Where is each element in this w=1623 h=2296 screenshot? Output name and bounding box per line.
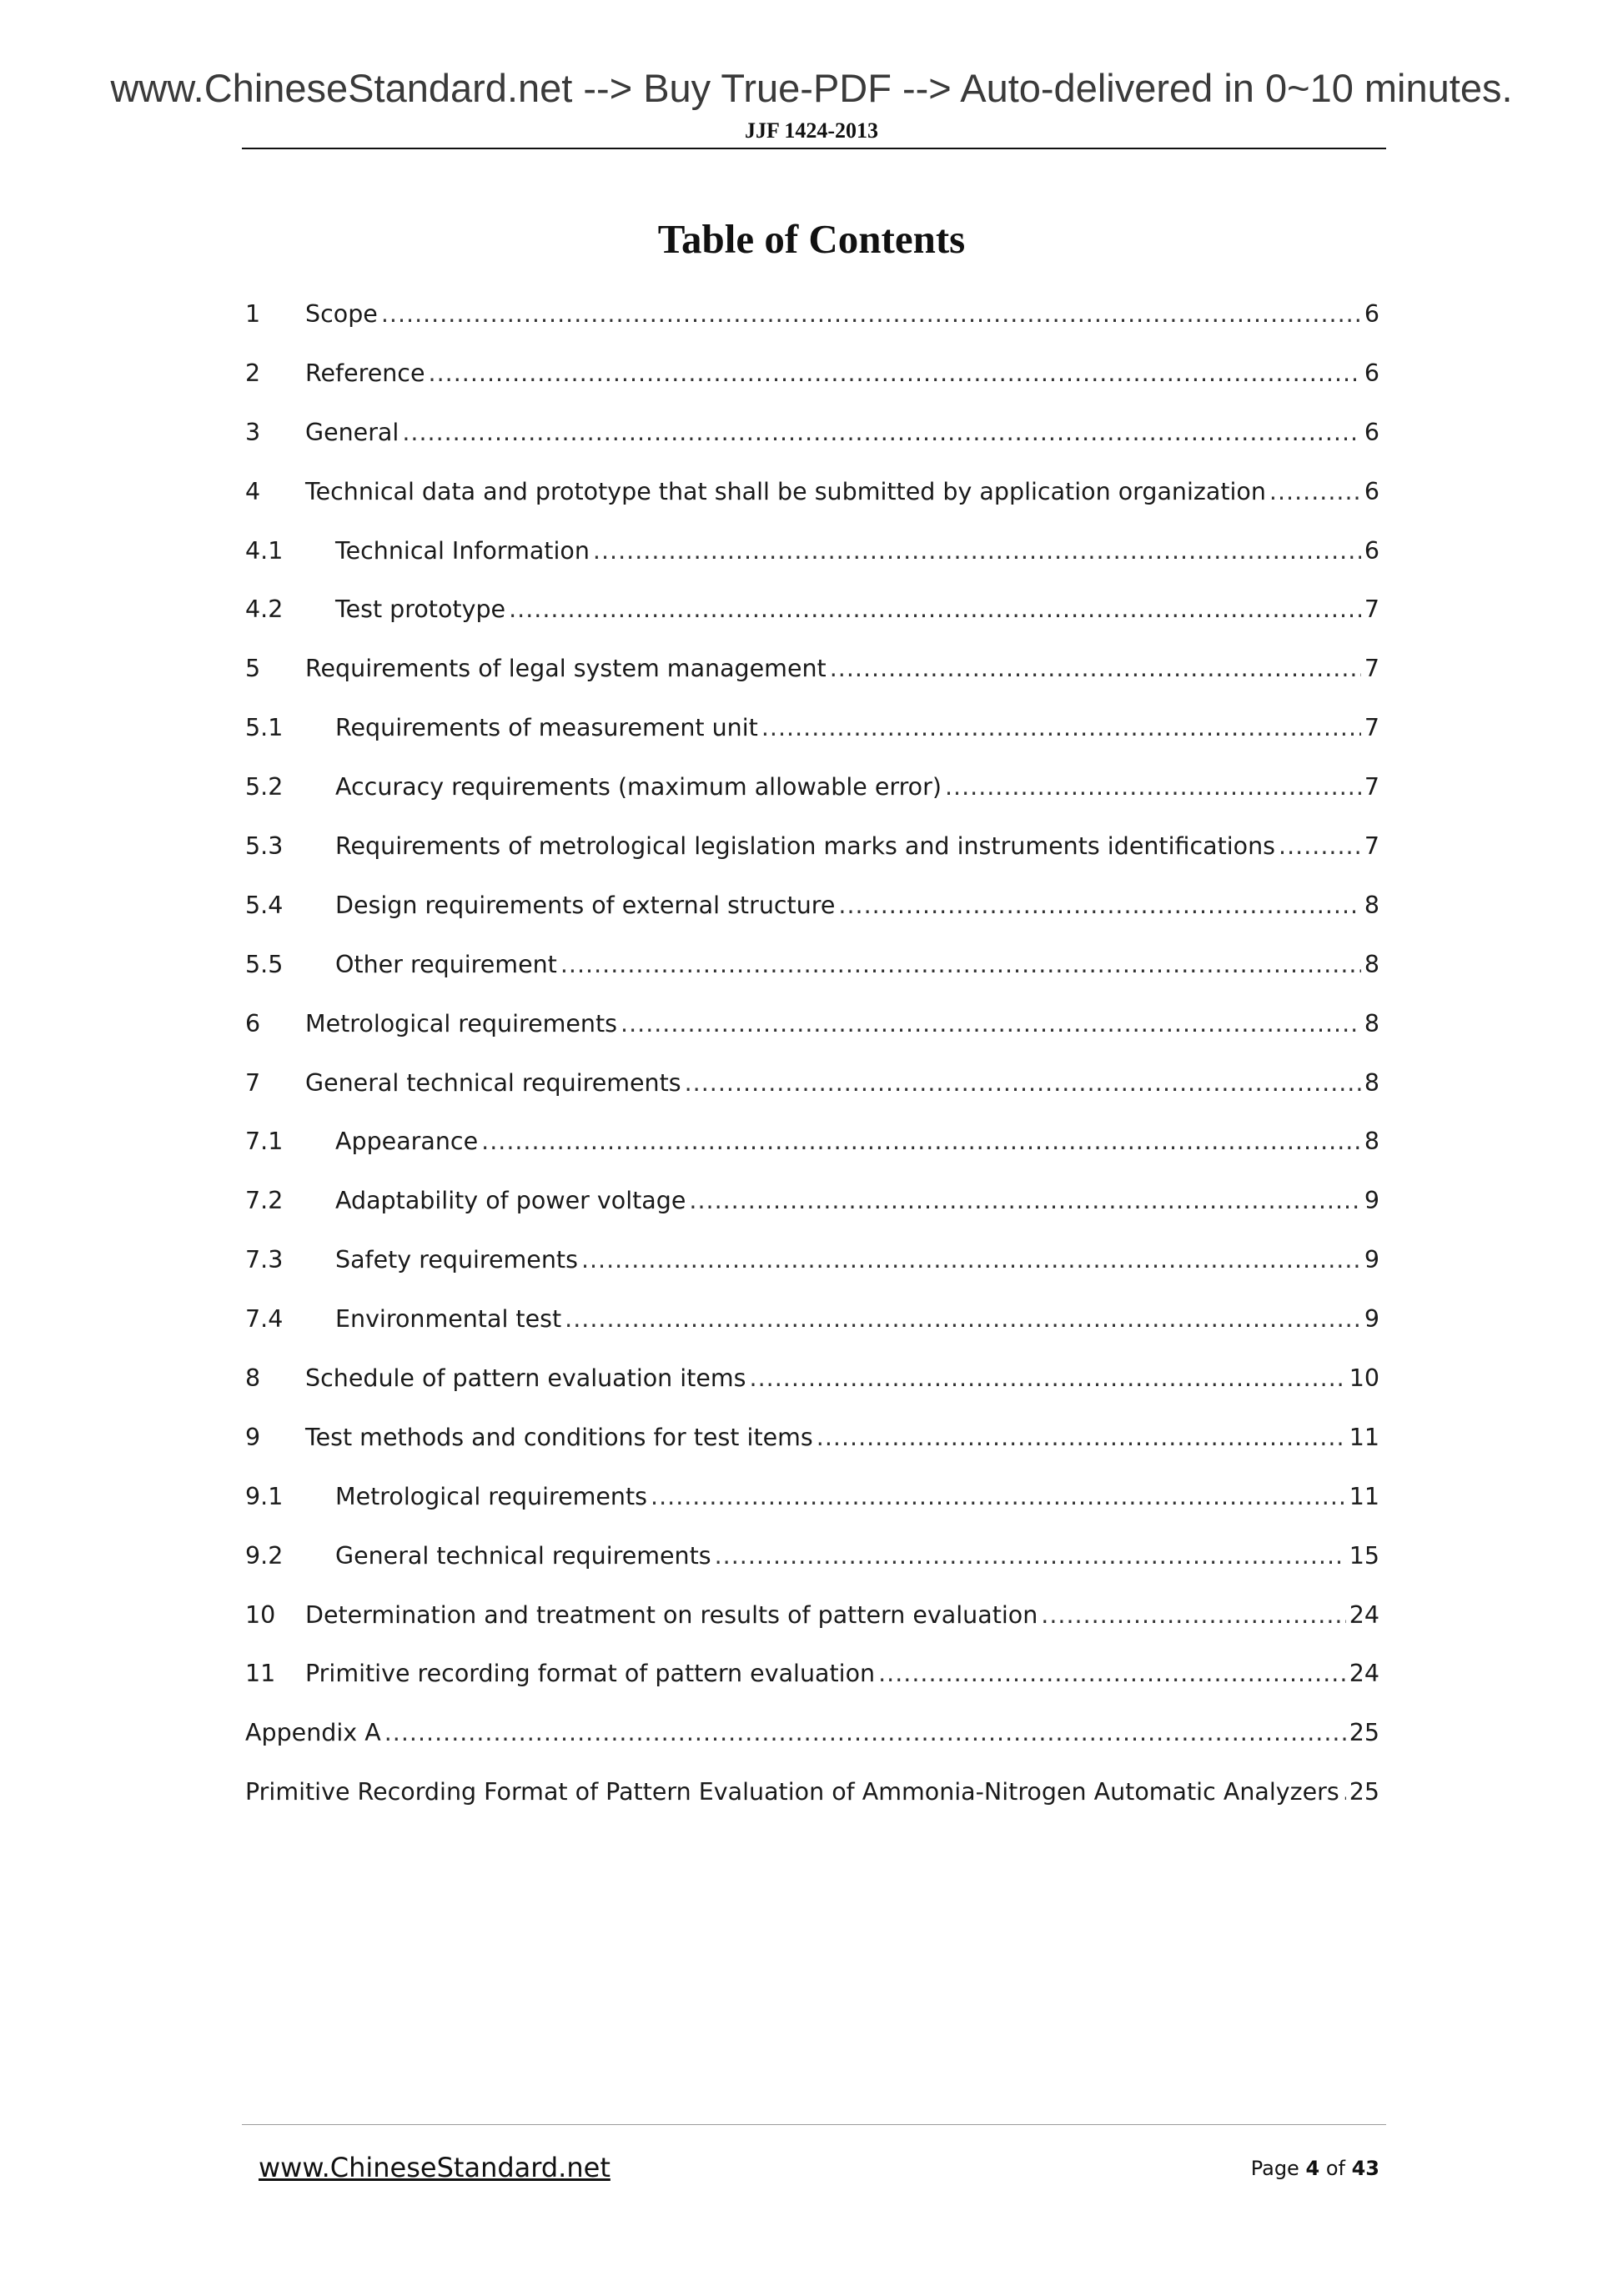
total-pages-number: 43 xyxy=(1351,2157,1379,2180)
toc-entry[interactable] xyxy=(245,1660,1379,1719)
toc-entry[interactable] xyxy=(245,655,1379,714)
toc-entry[interactable] xyxy=(245,419,1379,478)
table-of-contents xyxy=(245,300,1379,1837)
toc-entry-number: 5.5 xyxy=(245,950,284,978)
toc-entry[interactable] xyxy=(245,1069,1379,1128)
toc-dot-leader xyxy=(830,655,1361,682)
toc-entry-label: Adaptability of power voltage xyxy=(335,1187,686,1215)
toc-entry-number: 2 xyxy=(245,359,261,387)
toc-entry-page: 7 xyxy=(1364,595,1379,624)
toc-dot-leader xyxy=(621,1010,1361,1037)
toc-entry[interactable] xyxy=(245,1778,1379,1837)
toc-entry-label: Primitive recording format of pattern evaluation xyxy=(305,1660,876,1688)
toc-entry-page: 24 xyxy=(1349,1600,1379,1629)
toc-entry[interactable] xyxy=(245,1542,1379,1601)
toc-entry-page: 6 xyxy=(1364,300,1379,328)
toc-entry-label: Requirements of legal system management xyxy=(305,655,827,683)
toc-dot-leader xyxy=(685,1069,1361,1097)
toc-entry-label: Environmental test xyxy=(335,1305,562,1334)
toc-dot-leader xyxy=(1279,832,1361,860)
toc-entry-page: 7 xyxy=(1364,773,1379,801)
toc-entry-label: Metrological requirements xyxy=(305,1009,618,1037)
toc-dot-leader xyxy=(560,951,1361,978)
toc-entry-label: Requirements of measurement unit xyxy=(335,714,758,742)
toc-entry[interactable] xyxy=(245,1424,1379,1483)
toc-entry[interactable] xyxy=(245,359,1379,419)
toc-entry-page: 8 xyxy=(1364,1009,1379,1037)
toc-entry-page: 8 xyxy=(1364,1068,1379,1097)
toc-entry[interactable] xyxy=(245,773,1379,832)
toc-entry-page: 6 xyxy=(1364,359,1379,387)
toc-entry-number: 7.4 xyxy=(245,1305,284,1334)
toc-entry-label: Technical Information xyxy=(335,536,590,565)
toc-entry-label: Determination and treatment on results of pattern evaluation xyxy=(305,1600,1038,1629)
footer-divider xyxy=(242,2124,1386,2125)
toc-entry-label: Technical data and prototype that shall be submitted by application organization xyxy=(305,477,1266,505)
toc-entry-number: 7.2 xyxy=(245,1187,284,1215)
toc-entry[interactable] xyxy=(245,1364,1379,1424)
toc-entry-number: 5 xyxy=(245,655,261,683)
toc-entry-page: 24 xyxy=(1349,1660,1379,1688)
toc-entry-page: 15 xyxy=(1349,1541,1379,1570)
toc-dot-leader xyxy=(384,1719,1346,1746)
toc-dot-leader xyxy=(945,773,1361,801)
toc-entry[interactable] xyxy=(245,951,1379,1010)
page-of-label: of xyxy=(1325,2157,1345,2180)
current-page-number: 4 xyxy=(1305,2157,1320,2180)
toc-entry-number: 9.2 xyxy=(245,1541,284,1570)
toc-entry-label: Design requirements of external structure xyxy=(335,891,836,919)
toc-entry[interactable] xyxy=(245,892,1379,951)
toc-dot-leader xyxy=(1269,478,1361,505)
toc-entry-page: 9 xyxy=(1364,1187,1379,1215)
toc-entry[interactable] xyxy=(245,595,1379,655)
toc-entry-number: 4.1 xyxy=(245,536,284,565)
toc-entry[interactable] xyxy=(245,1719,1379,1778)
toc-entry-number: 10 xyxy=(245,1600,276,1629)
page-counter xyxy=(1168,2157,1379,2180)
toc-entry[interactable] xyxy=(245,478,1379,537)
toc-entry-number: 9.1 xyxy=(245,1482,284,1510)
toc-entry-page: 25 xyxy=(1349,1719,1379,1747)
toc-entry-number: 4 xyxy=(245,477,261,505)
toc-entry-number: 4.2 xyxy=(245,595,284,624)
toc-entry-page: 6 xyxy=(1364,418,1379,446)
toc-entry[interactable] xyxy=(245,1305,1379,1364)
toc-entry-page: 8 xyxy=(1364,891,1379,919)
toc-entry-page: 7 xyxy=(1364,655,1379,683)
toc-entry-number: 7.1 xyxy=(245,1128,284,1156)
toc-entry-label: Schedule of pattern evaluation items xyxy=(305,1364,746,1393)
toc-entry-label: Primitive Recording Format of Pattern Evaluation of Ammonia-Nitrogen Automatic Analyzers xyxy=(245,1778,1339,1806)
toc-entry-label: Appendix A xyxy=(245,1719,381,1747)
toc-entry-number: 8 xyxy=(245,1364,261,1393)
toc-entry-page: 11 xyxy=(1349,1423,1379,1451)
toc-dot-leader xyxy=(1343,1778,1346,1806)
toc-entry-number: 5.1 xyxy=(245,714,284,742)
toc-entry[interactable] xyxy=(245,714,1379,773)
toc-entry[interactable] xyxy=(245,300,1379,359)
toc-entry-page: 8 xyxy=(1364,1128,1379,1156)
toc-entry[interactable] xyxy=(245,832,1379,892)
toc-entry-number: 7 xyxy=(245,1068,261,1097)
toc-entry-page: 9 xyxy=(1364,1305,1379,1334)
header-divider xyxy=(242,148,1386,149)
toc-entry-page: 6 xyxy=(1364,536,1379,565)
toc-entry-label: Reference xyxy=(305,359,425,387)
toc-dot-leader xyxy=(878,1660,1346,1687)
toc-entry[interactable] xyxy=(245,1246,1379,1305)
toc-dot-leader xyxy=(581,1246,1361,1274)
toc-entry-label: Accuracy requirements (maximum allowable error) xyxy=(335,773,942,801)
toc-entry[interactable] xyxy=(245,1187,1379,1246)
toc-dot-leader xyxy=(750,1364,1346,1392)
toc-dot-leader xyxy=(565,1305,1361,1333)
toc-dot-leader xyxy=(593,537,1361,565)
toc-entry-page: 11 xyxy=(1349,1482,1379,1510)
toc-entry-page: 7 xyxy=(1364,832,1379,861)
toc-dot-leader xyxy=(381,300,1361,328)
toc-entry-number: 1 xyxy=(245,300,261,328)
toc-entry-label: Appearance xyxy=(335,1128,479,1156)
toc-entry-label: Test prototype xyxy=(335,595,506,624)
toc-entry-label: Metrological requirements xyxy=(335,1482,648,1510)
toc-entry[interactable] xyxy=(245,1010,1379,1069)
toc-entry-number: 11 xyxy=(245,1660,276,1688)
standard-code: JJF 1424-2013 xyxy=(744,118,879,143)
toc-entry-number: 5.4 xyxy=(245,891,284,919)
toc-dot-leader xyxy=(1041,1601,1345,1629)
toc-dot-leader xyxy=(651,1483,1346,1510)
toc-dot-leader xyxy=(817,1424,1346,1451)
page-title: Table of Contents xyxy=(657,216,966,262)
toc-entry-label: General technical requirements xyxy=(335,1541,711,1570)
toc-entry-label: Other requirement xyxy=(335,950,557,978)
toc-entry-label: General xyxy=(305,418,399,446)
toc-dot-leader xyxy=(429,359,1361,387)
toc-entry[interactable] xyxy=(245,1128,1379,1187)
toc-entry-number: 7.3 xyxy=(245,1246,284,1274)
toc-entry-label: Safety requirements xyxy=(335,1246,578,1274)
toc-dot-leader xyxy=(838,892,1360,919)
toc-entry-label: Scope xyxy=(305,300,378,328)
toc-entry-number: 5.2 xyxy=(245,773,284,801)
footer-website-link[interactable]: www.ChineseStandard.net xyxy=(259,2152,611,2183)
toc-entry-page: 25 xyxy=(1349,1778,1379,1806)
toc-entry-number: 6 xyxy=(245,1009,261,1037)
toc-entry[interactable] xyxy=(245,1601,1379,1660)
toc-entry-label: Test methods and conditions for test items xyxy=(305,1423,813,1451)
toc-dot-leader xyxy=(481,1128,1361,1155)
promo-banner: www.ChineseStandard.net --> Buy True-PDF --> Auto-delivered in 0~10 minutes. xyxy=(110,66,1513,110)
toc-dot-leader xyxy=(509,595,1361,623)
toc-dot-leader xyxy=(761,714,1361,741)
toc-entry-page: 10 xyxy=(1349,1364,1379,1393)
toc-entry[interactable] xyxy=(245,537,1379,596)
toc-entry-number: 3 xyxy=(245,418,261,446)
toc-entry-page: 9 xyxy=(1364,1246,1379,1274)
toc-entry-number: 9 xyxy=(245,1423,261,1451)
toc-entry[interactable] xyxy=(245,1483,1379,1542)
toc-entry-label: General technical requirements xyxy=(305,1068,681,1097)
toc-entry-number: 5.3 xyxy=(245,832,284,861)
toc-entry-page: 6 xyxy=(1364,477,1379,505)
toc-dot-leader xyxy=(715,1542,1346,1570)
toc-entry-page: 8 xyxy=(1364,950,1379,978)
toc-dot-leader xyxy=(689,1187,1360,1214)
page-prefix: Page xyxy=(1250,2157,1299,2180)
toc-dot-leader xyxy=(402,419,1361,446)
toc-entry-label: Requirements of metrological legislation marks and instruments identifications xyxy=(335,832,1276,861)
toc-entry-page: 7 xyxy=(1364,714,1379,742)
